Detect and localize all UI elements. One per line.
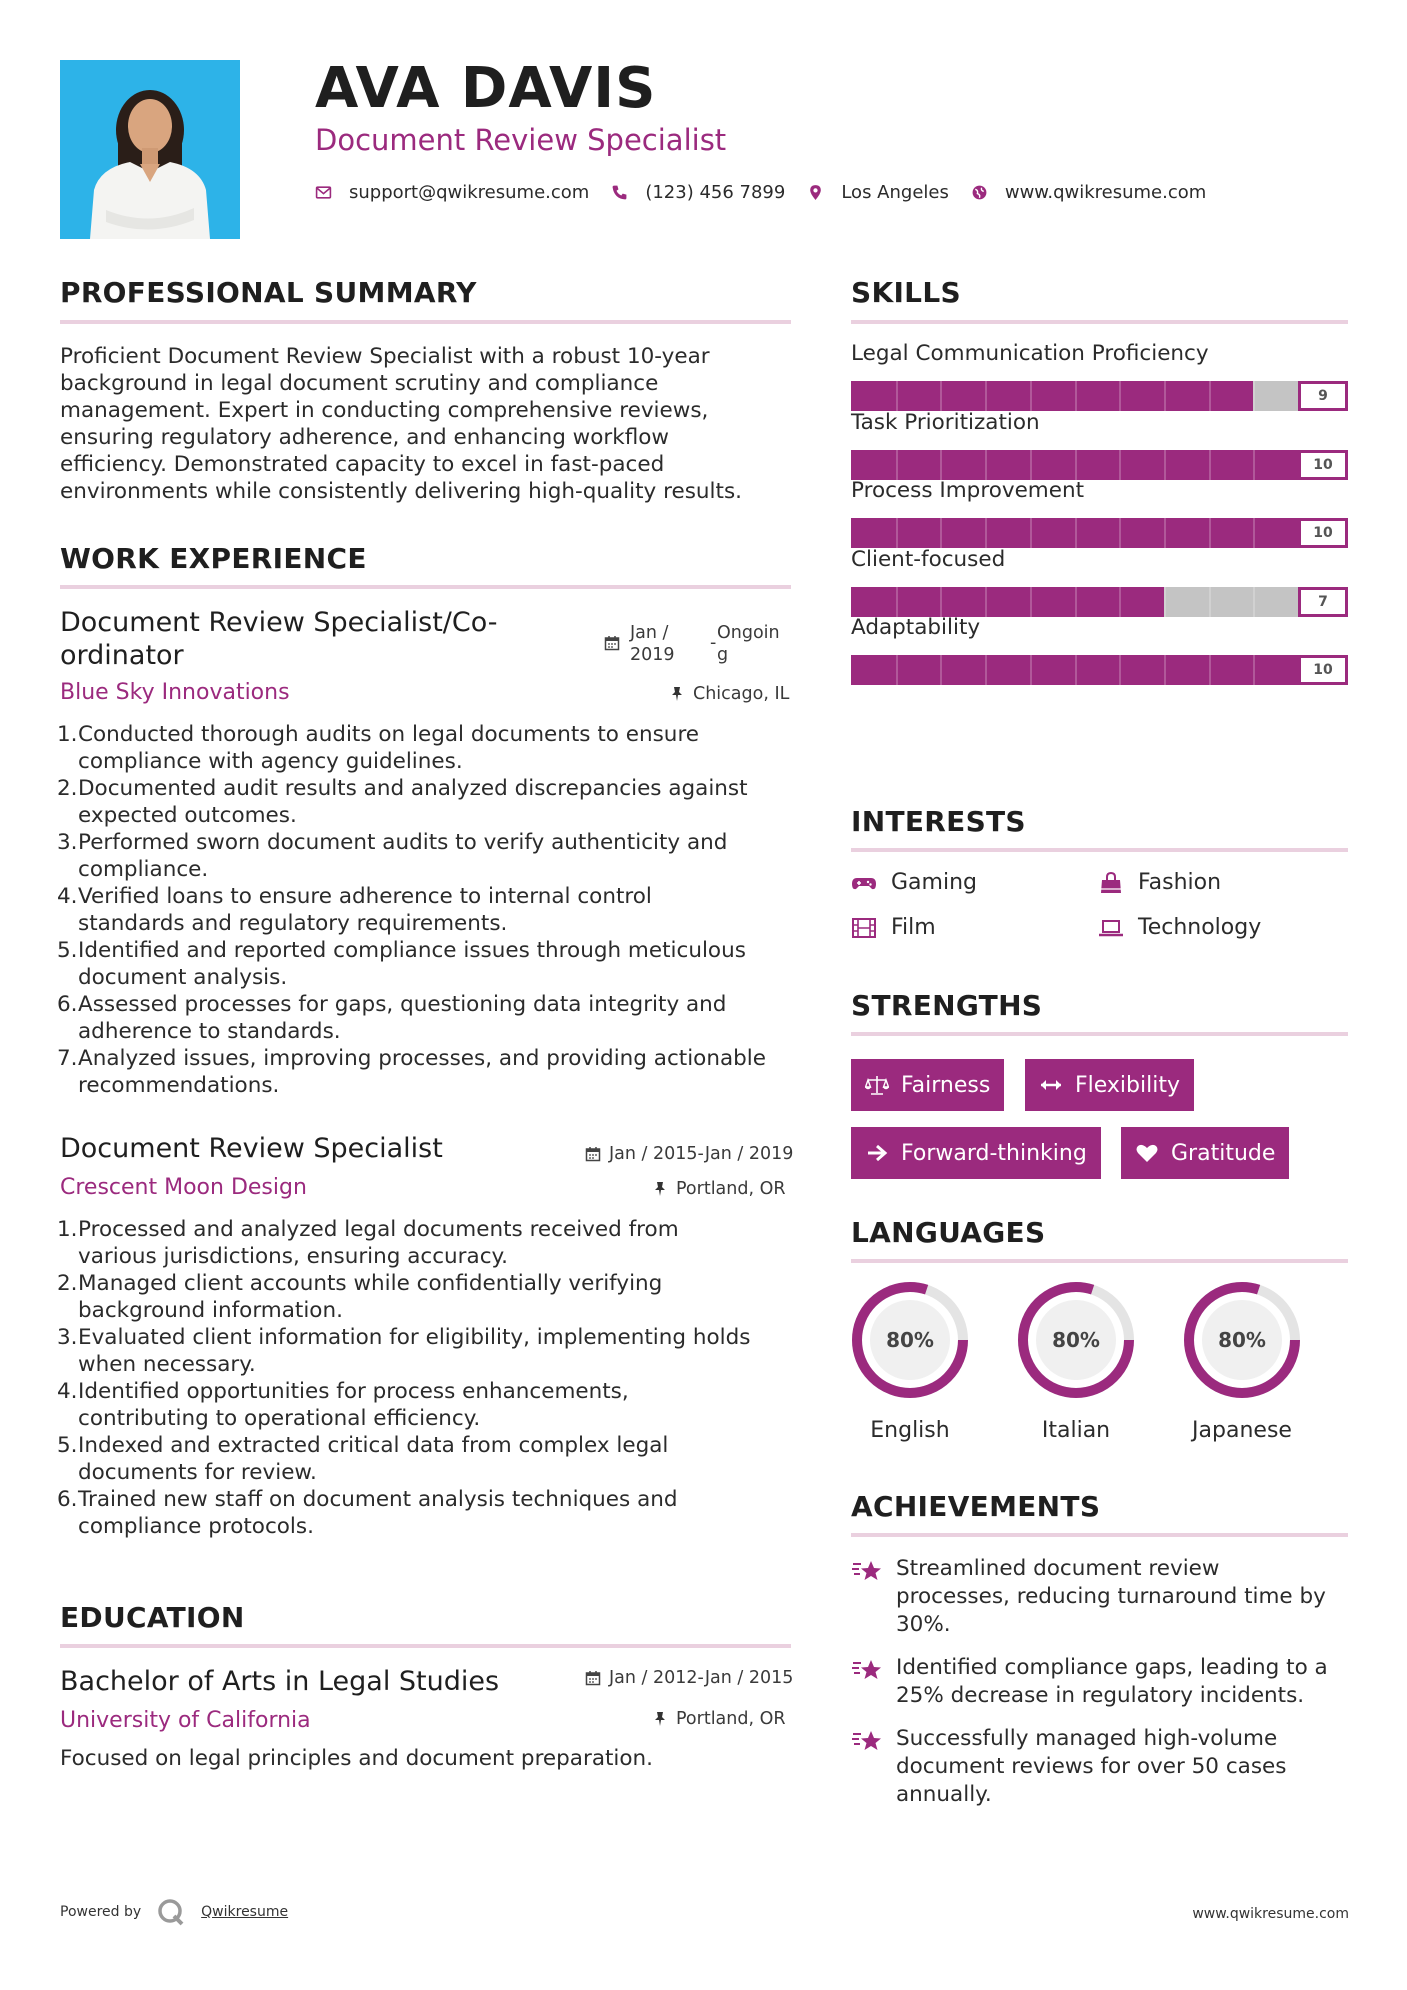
job-1-date-separator: - [710,633,717,653]
skill-bar-fill [851,655,1348,685]
skill-bar-segment [896,450,898,480]
job-1-title [60,606,580,672]
skill-bar-segment [985,518,987,548]
calendar-icon [585,1146,601,1162]
bullet-item [57,1045,800,1099]
interest-label: Film [891,915,936,940]
bullet-line: standards and regulatory requirements. [78,911,508,936]
education-location [652,1708,786,1730]
interest-fashion [1098,869,1221,897]
balance-scale-icon [865,1074,889,1096]
summary-line: background in legal document scrutiny and compliance [60,371,659,396]
job-2-dates-text: Jan / 2015-Jan / 2019 [609,1144,794,1164]
pin-icon [652,1711,668,1727]
skill-bar-segment [1209,450,1211,480]
star-award-icon [851,1559,883,1583]
contact-location-text: Los Angeles [841,181,949,203]
bullet-line: compliance. [78,857,209,882]
skill-bar-segment [1075,450,1077,480]
achievement-line: annually. [896,1782,992,1807]
star-award-icon [851,1658,883,1682]
bullet-line: Trained new staff on document analysis techniques and [78,1487,678,1512]
contact-phone[interactable] [611,182,785,203]
bullet-number: 4. [57,884,78,909]
interest-film [851,914,936,942]
skill-score: 10 [1298,450,1348,480]
footer-brand-link[interactable]: Qwikresume [201,1904,289,1920]
skill-name: Task Prioritization [851,409,1040,435]
bullet-item [57,829,800,883]
skill-bar-fill [851,518,1348,548]
skill-bar-segment [1075,518,1077,548]
bullet-item [57,883,800,937]
bullet-line: compliance with agency guidelines. [78,749,463,774]
education-heading: EDUCATION [60,1601,245,1634]
shopping-bag-icon [1098,872,1124,894]
achievements-heading: ACHIEVEMENTS [851,1490,1101,1523]
education-location-text: Portland, OR [676,1709,786,1729]
skill-bar-segment [1164,587,1166,617]
strength-label: Gratitude [1171,1140,1276,1166]
job-2-title: Document Review Specialist [60,1133,443,1164]
calendar-icon [604,635,620,651]
map-pin-icon [807,184,824,201]
bullet-number: 3. [57,830,78,855]
bullet-line: Analyzed issues, improving processes, and providing actionable [78,1046,766,1071]
skill-bar-segment [1030,655,1032,685]
powered-by-text: Powered by [60,1904,142,1920]
bullet-item [57,1324,800,1378]
skill-bar-segment [1075,381,1077,411]
job-title-headline: Document Review Specialist [315,123,727,157]
skill-bar-segment [1209,518,1211,548]
achievement-text [851,1654,1351,1710]
skill-bar-fill [851,587,1164,617]
job-2-dates [585,1143,793,1165]
skill-bar-segment [1209,587,1211,617]
contact-website[interactable] [971,182,1206,203]
language-percent: 80% [1052,1328,1100,1352]
interests-heading: INTERESTS [851,805,1026,838]
summary-rule [60,320,791,324]
skill-bar-segment [1075,655,1077,685]
strength-label: Forward-thinking [901,1140,1087,1166]
bullet-line: Conducted thorough audits on legal documents to ensure [78,722,700,747]
achievement-line: processes, reducing turnaround time by [896,1584,1326,1609]
skill-bar-segment [1164,381,1166,411]
language-percent: 80% [1218,1328,1266,1352]
bullet-item [57,775,800,829]
education-dates [585,1667,793,1689]
skill-bar-segment [1119,655,1121,685]
film-icon [851,917,877,939]
skill-bar-segment [1030,381,1032,411]
bullet-number: 7. [57,1046,78,1071]
skill-bar-segment [985,587,987,617]
skill-bar-segment [940,381,942,411]
bullet-line: document analysis. [78,965,288,990]
candidate-name: AVA DAVIS [315,56,657,121]
skill-bar-segment [985,381,987,411]
skill-bar [851,381,1348,411]
bullet-line: when necessary. [78,1352,256,1377]
skills-heading: SKILLS [851,276,961,309]
language-name: Japanese [1192,1418,1292,1443]
bullet-item [57,1216,800,1270]
experience-rule [60,585,791,589]
bullet-line: various jurisdictions, ensuring accuracy. [78,1244,509,1269]
achievement-text [851,1725,1351,1809]
education-rule [60,1644,791,1648]
skill-bar-segment [896,381,898,411]
bullet-line: Performed sworn document audits to verify authenticity and [78,830,728,855]
qwikresume-logo-icon [157,1898,185,1926]
language-name: Italian [1041,1418,1111,1443]
languages-heading: LANGUAGES [851,1216,1046,1249]
laptop-icon [1098,917,1124,939]
interest-label: Gaming [891,870,977,895]
skill-bar-fill [851,450,1348,480]
job-2-bullets [57,1216,800,1540]
bullet-number: 3. [57,1325,78,1350]
interest-label: Fashion [1138,870,1222,895]
skill-score: 10 [1298,518,1348,548]
skill-bar-segment [896,518,898,548]
contact-email-text: support@qwikresume.com [349,181,590,203]
achievements-rule [851,1533,1348,1537]
skill-bar-segment [940,587,942,617]
job-1-title-line: ordinator [60,640,184,671]
bullet-number: 5. [57,938,78,963]
skill-bar-segment [1030,587,1032,617]
bullet-number: 4. [57,1379,78,1404]
language-item [848,1278,972,1443]
footer-website[interactable]: www.qwikresume.com [1192,1906,1349,1922]
skill-bar [851,587,1348,617]
job-1-location-text: Chicago, IL [693,684,790,704]
achievement-item [851,1725,1351,1809]
skill-bar [851,450,1348,480]
bullet-item [57,937,800,991]
language-percent: 80% [886,1328,934,1352]
contact-website-text: www.qwikresume.com [1004,181,1207,203]
achievement-line: 30%. [896,1612,951,1637]
achievement-line: Successfully managed high-volume [896,1726,1278,1751]
skill-bar-fill [851,381,1253,411]
contact-location [807,182,949,203]
bullet-line: Processed and analyzed legal documents received from [78,1217,679,1242]
bullet-line: Managed client accounts while confidentially verifying [78,1271,663,1296]
strength-forward-thinking [851,1127,1101,1179]
bullet-item [57,1486,800,1540]
skill-name: Client-focused [851,546,1006,572]
skill-bar-segment [985,655,987,685]
skill-bar-segment [1253,655,1255,685]
bullet-line: background information. [78,1298,343,1323]
achievement-line: Streamlined document review [896,1556,1220,1581]
strengths-heading: STRENGTHS [851,989,1043,1022]
experience-heading: WORK EXPERIENCE [60,542,367,575]
globe-icon [971,184,988,201]
strength-gratitude [1121,1127,1289,1179]
language-item [1014,1278,1138,1443]
bullet-number: 6. [57,992,78,1017]
bullet-number: 2. [57,776,78,801]
achievement-text [851,1555,1351,1639]
job-1-dates [604,622,794,666]
bullet-item [57,1378,800,1432]
contact-email[interactable] [315,182,589,203]
pin-icon [669,686,685,702]
language-item [1180,1278,1304,1443]
skill-bar-segment [1253,518,1255,548]
skill-score: 7 [1298,587,1348,617]
contact-phone-text: (123) 456 7899 [645,181,786,203]
footer-powered-by [60,1898,288,1926]
bullet-line: Documented audit results and analyzed discrepancies against [78,776,748,801]
job-1-location [669,683,789,705]
bullet-item [57,1270,800,1324]
strength-label: Flexibility [1075,1072,1180,1098]
envelope-icon [315,184,332,201]
bullet-line: Evaluated client information for eligibility, implementing holds [78,1325,751,1350]
skill-bar-segment [1253,381,1255,411]
star-award-icon [851,1729,883,1753]
skill-bar-segment [940,518,942,548]
contact-bar [315,180,1228,204]
bullet-item [57,991,800,1045]
bullet-number: 6. [57,1487,78,1512]
skill-bar [851,655,1348,685]
skill-bar-segment [896,587,898,617]
interest-gaming [851,869,977,897]
summary-line: efficiency. Demonstrated capacity to excel in fast-paced [60,452,665,477]
job-1-start-line: 2019 [630,645,675,665]
bullet-number: 2. [57,1271,78,1296]
job-1-company: Blue Sky Innovations [60,680,290,705]
bullet-item [57,1432,800,1486]
skill-bar-segment [985,450,987,480]
skill-name: Legal Communication Proficiency [851,341,1209,366]
skill-bar-segment [940,450,942,480]
strength-flexibility [1025,1059,1194,1111]
strength-label: Fairness [901,1072,991,1098]
skill-bar-segment [1164,655,1166,685]
profile-photo [60,60,240,239]
job-1-bullets [57,721,800,1099]
skill-bar [851,518,1348,548]
bullet-line: adherence to standards. [78,1019,341,1044]
skill-bar-segment [1253,587,1255,617]
summary-line: environments while consistently delivering high-quality results. [60,479,742,504]
pin-icon [652,1181,668,1197]
skill-name: Process Improvement [851,478,1085,503]
summary-line: ensuring regulatory adherence, and enhancing workflow [60,425,669,450]
skill-bar-segment [1164,450,1166,480]
interest-technology [1098,914,1261,942]
job-1-title-line: Document Review Specialist/Co- [60,607,498,638]
bullet-number: 1. [57,1217,78,1242]
skill-bar-segment [896,655,898,685]
bullet-line: expected outcomes. [78,803,297,828]
skill-score: 10 [1298,655,1348,685]
achievement-line: Identified compliance gaps, leading to a [896,1655,1328,1680]
interests-rule [851,848,1348,852]
summary-line: management. Expert in conducting comprehensive reviews, [60,398,709,423]
job-2-location-text: Portland, OR [676,1179,786,1199]
achievement-line: 25% decrease in regulatory incidents. [896,1683,1305,1708]
skill-bar-segment [1209,381,1211,411]
skill-bar-segment [1119,518,1121,548]
bullet-line: Verified loans to ensure adherence to internal control [78,884,652,909]
job-1-start-line: Jan / [630,623,669,643]
arrows-horizontal-icon [1039,1074,1063,1096]
skill-bar-segment [1119,587,1121,617]
skills-rule [851,320,1348,324]
skill-bar-segment [940,655,942,685]
interest-label: Technology [1138,915,1262,940]
strength-fairness [851,1059,1004,1111]
skill-bar-segment [1030,518,1032,548]
skill-bar-segment [1164,518,1166,548]
skill-bar-segment [1119,381,1121,411]
bullet-line: documents for review. [78,1460,317,1485]
bullet-number: 5. [57,1433,78,1458]
bullet-line: Identified opportunities for process enhancements, [78,1379,629,1404]
phone-icon [611,184,628,201]
bullet-item [57,721,800,775]
bullet-line: Assessed processes for gaps, questioning data integrity and [78,992,727,1017]
achievement-item [851,1654,1351,1710]
heart-icon [1135,1142,1159,1164]
bullet-number: 1. [57,722,78,747]
strengths-rule [851,1032,1348,1036]
arrow-right-icon [865,1142,889,1164]
skill-bar-segment [1253,450,1255,480]
summary-heading: PROFESSIONAL SUMMARY [60,276,477,309]
education-description: Focused on legal principles and document preparation. [60,1746,654,1771]
bullet-line: Identified and reported compliance issues through meticulous [78,938,746,963]
education-degree: Bachelor of Arts in Legal Studies [60,1666,500,1697]
job-1-end-line: g [717,645,729,665]
job-2-company: Crescent Moon Design [60,1175,307,1200]
education-school: University of California [60,1708,311,1733]
skill-bar-segment [1075,587,1077,617]
skill-score: 9 [1298,381,1348,411]
summary-text [60,343,800,505]
language-name: English [870,1418,950,1443]
gamepad-icon [851,872,877,894]
achievement-line: document reviews for over 50 cases [896,1754,1287,1779]
skill-name: Adaptability [851,615,981,640]
skill-bar-segment [1119,450,1121,480]
calendar-icon [585,1670,601,1686]
summary-line: Proficient Document Review Specialist with a robust 10-year [60,344,710,369]
achievement-item [851,1555,1351,1639]
skill-bar-segment [1030,450,1032,480]
bullet-line: Indexed and extracted critical data from complex legal [78,1433,669,1458]
education-dates-text: Jan / 2012-Jan / 2015 [609,1668,794,1688]
job-2-location [652,1178,786,1200]
languages-rule [851,1259,1348,1263]
job-1-end-line: Ongoin [717,623,780,643]
skill-bar-segment [1209,655,1211,685]
bullet-line: compliance protocols. [78,1514,314,1539]
bullet-line: recommendations. [78,1073,280,1098]
bullet-line: contributing to operational efficiency. [78,1406,481,1431]
